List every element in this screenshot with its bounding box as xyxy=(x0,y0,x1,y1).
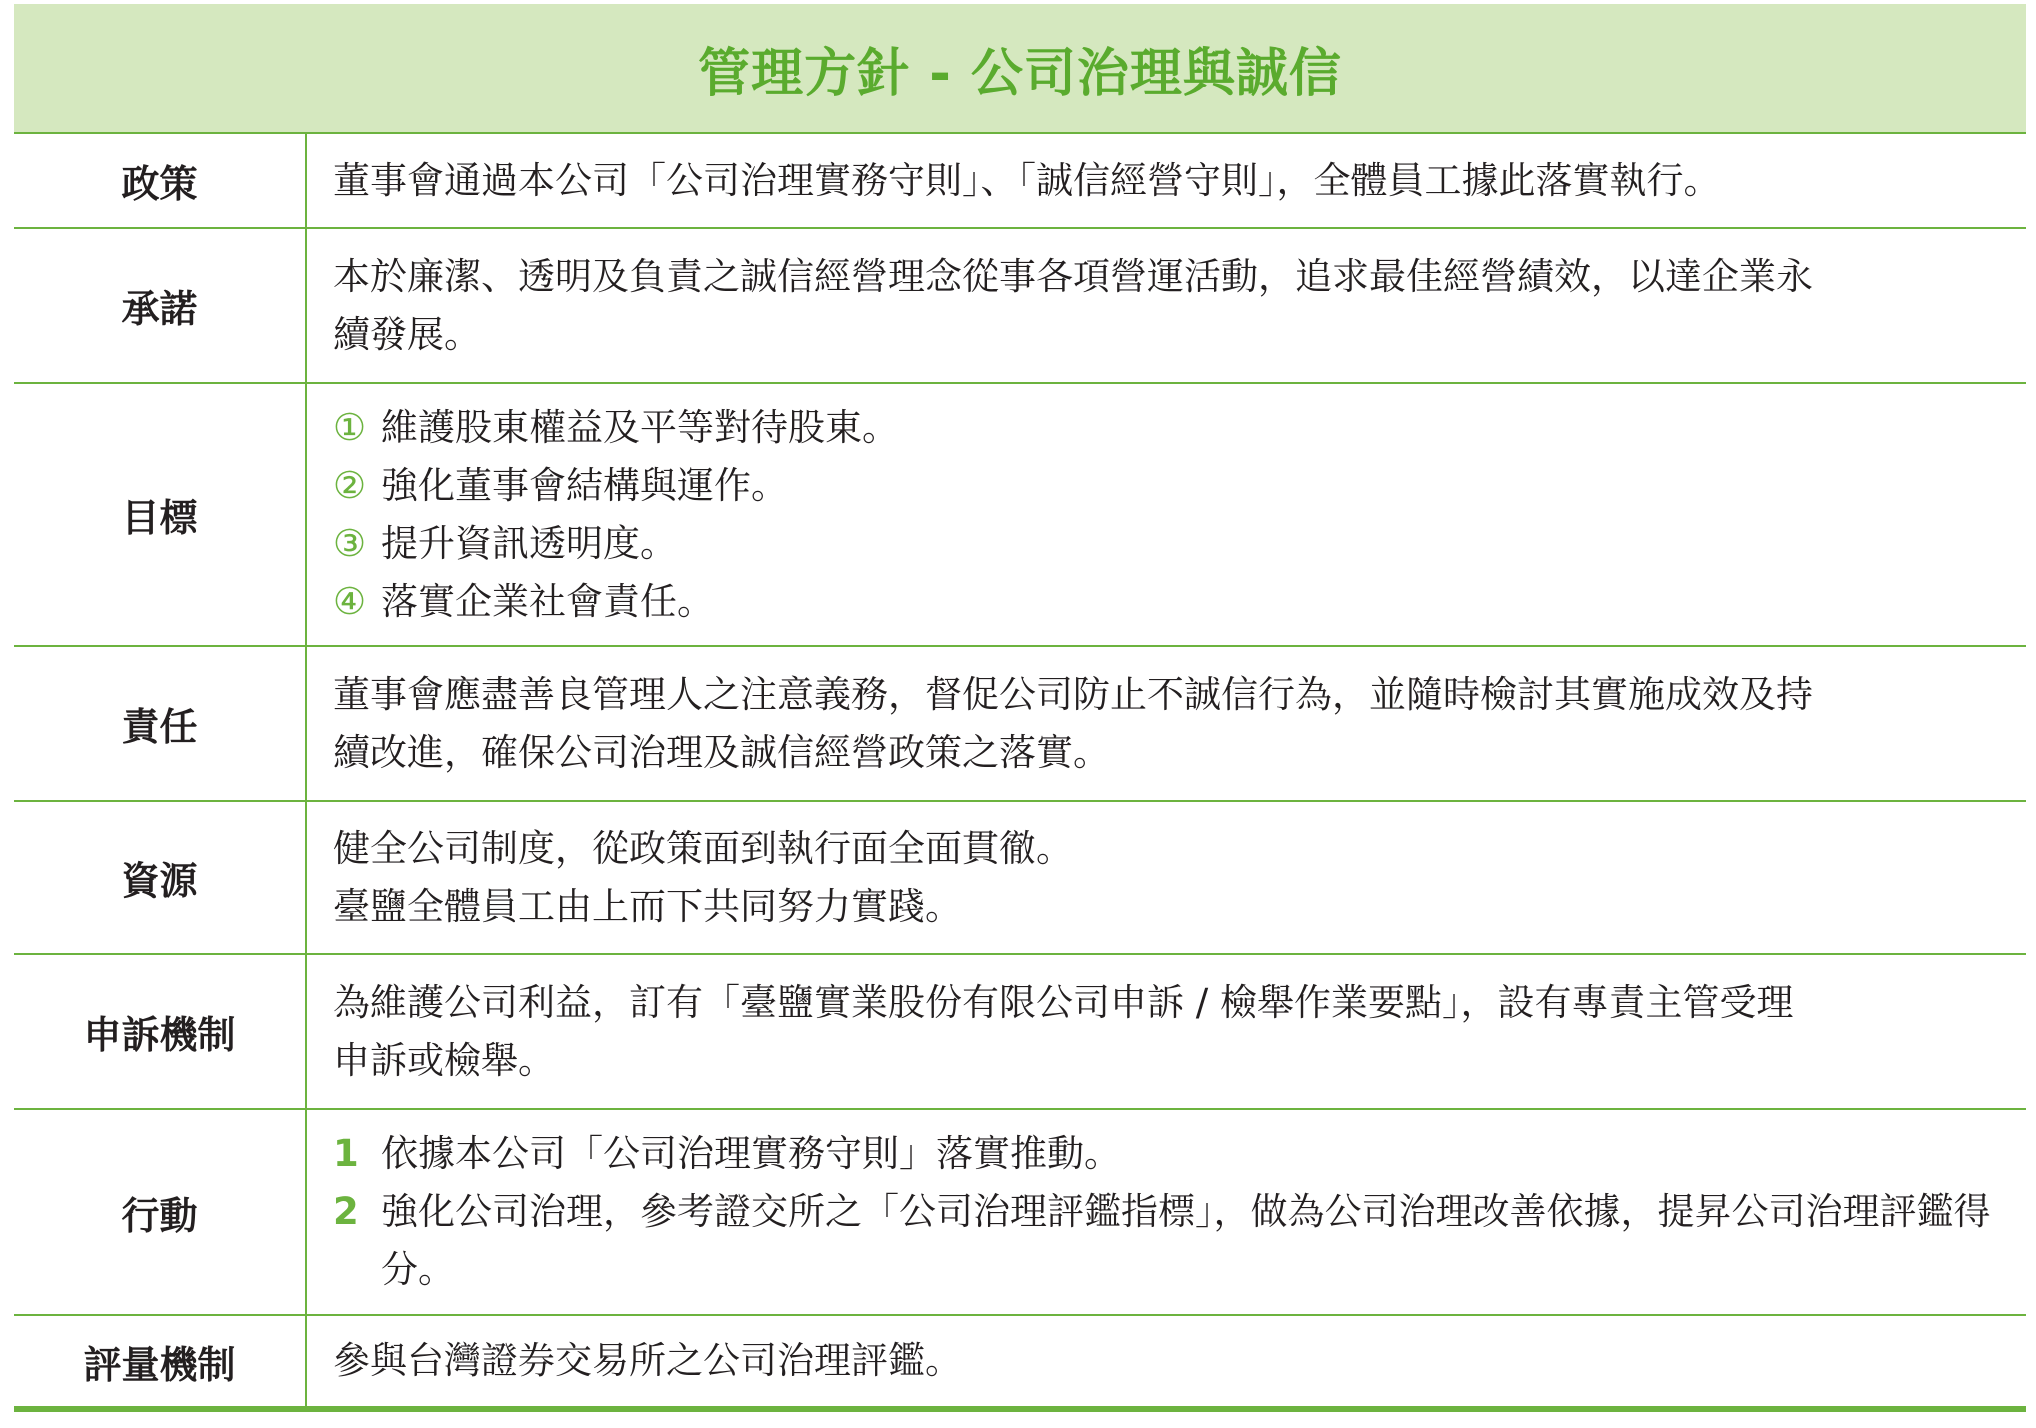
row-resources xyxy=(14,802,2026,955)
circled-number: ③ xyxy=(333,521,367,565)
row-label: 行動 xyxy=(14,1110,307,1314)
item-text: 強化公司治理，參考證交所之「公司治理評鑑指標」，做為公司治理改善依據，提昇公司治理評鑑得分。 xyxy=(381,1190,1991,1291)
row-actions xyxy=(14,1110,2026,1316)
item-text: 落實企業社會責任。 xyxy=(381,579,714,623)
list-item xyxy=(333,1183,2010,1299)
content-line: 為維護公司利益，訂有「臺鹽實業股份有限公司申訴 / 檢舉作業要點」，設有專責主管受理 xyxy=(333,980,1794,1024)
content-line: 續發展。 xyxy=(333,312,481,356)
row-commitment xyxy=(14,229,2026,384)
item-text: 提升資訊透明度。 xyxy=(381,521,677,565)
circled-number: ① xyxy=(333,405,367,449)
row-label: 責任 xyxy=(14,647,307,800)
item-text: 維護股東權益及平等對待股東。 xyxy=(381,405,899,449)
list-item xyxy=(333,457,2010,515)
content-line: 本於廉潔、透明及負責之誠信經營理念從事各項營運活動，追求最佳經營績效，以達企業永 xyxy=(333,254,1813,298)
policy-table xyxy=(14,134,2026,1412)
row-responsibility xyxy=(14,647,2026,802)
row-content xyxy=(307,1110,2026,1314)
row-label: 政策 xyxy=(14,134,307,227)
content-line: 董事會通過本公司「公司治理實務守則」、「誠信經營守則」，全體員工據此落實執行。 xyxy=(333,158,1721,202)
content-line: 臺鹽全體員工由上而下共同努力實踐。 xyxy=(333,884,962,928)
list-item xyxy=(333,1125,2010,1183)
row-label: 申訴機制 xyxy=(14,955,307,1108)
row-policy xyxy=(14,134,2026,229)
row-content xyxy=(307,384,2026,645)
circled-number: 1 xyxy=(333,1132,359,1175)
row-content xyxy=(307,955,2026,1108)
content-line: 續改進，確保公司治理及誠信經營政策之落實。 xyxy=(333,730,1110,774)
policy-sheet xyxy=(14,4,2026,1412)
row-label: 資源 xyxy=(14,802,307,953)
row-goals xyxy=(14,384,2026,647)
circled-number: 2 xyxy=(333,1190,359,1233)
page-title: 管理方針 - 公司治理與誠信 xyxy=(698,43,1342,104)
row-content xyxy=(307,1316,2026,1406)
item-text: 強化董事會結構與運作。 xyxy=(381,463,788,507)
row-grievance xyxy=(14,955,2026,1110)
title-bar xyxy=(14,4,2026,134)
circled-number: ② xyxy=(333,463,367,507)
row-label: 目標 xyxy=(14,384,307,645)
list-item xyxy=(333,399,2010,457)
content-line: 董事會應盡善良管理人之注意義務，督促公司防止不誠信行為，並隨時檢討其實施成效及持 xyxy=(333,672,1813,716)
row-content xyxy=(307,802,2026,953)
row-evaluation xyxy=(14,1316,2026,1412)
row-content xyxy=(307,647,2026,800)
circled-number: ④ xyxy=(333,579,367,623)
row-label: 評量機制 xyxy=(14,1316,307,1406)
item-text: 依據本公司「公司治理實務守則」落實推動。 xyxy=(381,1132,1121,1175)
list-item xyxy=(333,515,2010,573)
row-label: 承諾 xyxy=(14,229,307,382)
row-content xyxy=(307,134,2026,227)
row-content xyxy=(307,229,2026,382)
content-line: 參與台灣證券交易所之公司治理評鑑。 xyxy=(333,1339,962,1382)
content-line: 健全公司制度，從政策面到執行面全面貫徹。 xyxy=(333,826,1073,870)
content-line: 申訴或檢舉。 xyxy=(333,1038,555,1082)
list-item xyxy=(333,573,2010,631)
